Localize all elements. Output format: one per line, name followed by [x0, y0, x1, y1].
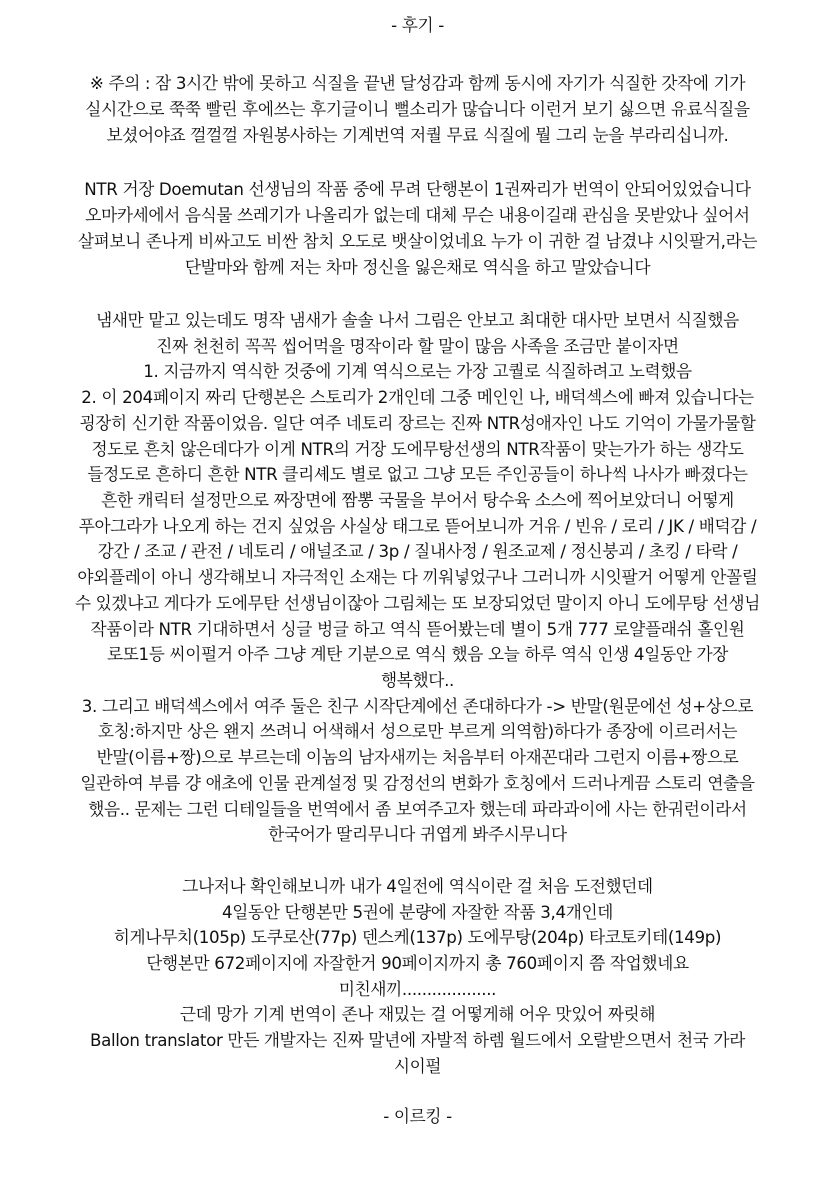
body-line-11: 야외플레이 아니 생각해보니 자극적인 소재는 다 끼워넣었구나 그러니까 시잇팔거 어떻게 안꼴릴 [77, 568, 758, 588]
body-line-3: 1. 지금까지 역식한 것중에 기계 역식으로는 가장 고퀄로 식질하려고 노력했음 [143, 362, 692, 382]
body-line-17: 호칭:하지만 상은 왠지 쓰려니 어색해서 성으로만 부르게 의역함)하다가 종장에 이르러서는 [97, 722, 738, 742]
body-line-9: 푸아그라가 나오게 하는 건지 싶었음 사실상 태그로 뜯어보니까 거유 / 빈유 / 로리 / JK / 배덕감 / [78, 517, 757, 537]
closing-line-6: 근데 망가 기계 번역이 존나 재밌는 걸 어떻게해 어우 맛있어 짜릿해 [179, 1005, 656, 1025]
body-line-14: 로또1등 씨이펄거 아주 그냥 계탄 기분으로 역식 했음 오늘 하루 역식 인생 4일동안 가장 [107, 645, 728, 665]
signature: - 이르킹 - [383, 1107, 452, 1127]
body-line-19: 일관하여 부름 걍 애초에 인물 관계설정 및 감정선의 변화가 호칭에서 드러나게끔 스토리 연출을 [80, 774, 755, 794]
closing-line-4: 단행본만 672페이지에 자잘한거 90페이지까지 총 760페이지 쯤 작업했네요 [146, 954, 689, 974]
notice-line-1: ※ 주의 : 잠 3시간 밖에 못하고 식질을 끝낸 달성감과 함께 동시에 자기가 식질한 갓작에 기가 [89, 74, 746, 94]
body-line-4: 2. 이 204페이지 짜리 단행본은 스토리가 2개인데 그중 메인인 나, 배덕섹스에 빠져 있습니다는 [81, 388, 754, 408]
body-line-10: 강간 / 조교 / 관전 / 네토리 / 애널조교 / 3p / 질내사정 / 원조교제 / 정신붕괴 / 초킹 / 타락 / [97, 542, 738, 562]
intro-line-4: 단발마와 함께 저는 차마 정신을 잃은채로 역식을 하고 말았습니다 [184, 258, 651, 278]
intro-line-1: NTR 거장 Doemutan 선생님의 작품 중에 무려 단행본이 1권짜리가 번역이 안되어있었습니다 [84, 180, 751, 200]
body-line-18: 반말(이름+짱)으로 부르는데 이놈의 남자새끼는 처음부터 아재꼰대라 그런지 이름+짱으로 [96, 748, 739, 768]
closing-line-3: 히게나무치(105p) 도쿠로산(77p) 덴스케(137p) 도에무탕(204p) 타코토키테(149p) [113, 928, 722, 948]
closing-line-8: 시이펄 [393, 1057, 442, 1077]
notice-line-2: 실시간으로 쭉쭉 빨린 후에쓰는 후기글이니 뻘소리가 많습니다 이런거 보기 싫으면 유료식질을 [85, 100, 750, 120]
closing-line-1: 그나저나 확인해보니까 내가 4일전에 역식이란 걸 처음 도전했던데 [182, 877, 653, 897]
body-line-13: 작품이라 NTR 기대하면서 싱글 벙글 하고 역식 뜯어봤는데 별이 5개 777 로얄플래쉬 홀인원 [90, 620, 745, 640]
body-line-2: 진짜 천천히 꼭꼭 씹어먹을 명작이라 할 말이 많음 사족을 조금만 붙이자면 [156, 337, 679, 357]
closing-line-5: 미친새끼................... [338, 980, 497, 1000]
body-line-8: 흔한 캐릭터 설정만으로 짜장면에 짬뽕 국물을 부어서 탕수육 소스에 찍어보았더니 어떻게 [101, 491, 734, 511]
body-line-20: 했음.. 문제는 그런 디테일들을 번역에서 좀 보여주고자 했는데 파라과이에 사는 한궈런이라서 [88, 800, 747, 820]
body-line-6: 정도로 흔치 않은데다가 이게 NTR의 거장 도에무탕선생의 NTR작품이 맞는가가 하는 생각도 [91, 440, 744, 460]
afterword-title: - 후기 - [391, 16, 444, 36]
body-line-5: 굉장히 신기한 작품이었음. 일단 여주 네토리 장르는 진짜 NTR성애자인 나도 기억이 가물가물할 [79, 414, 756, 434]
intro-line-3: 살펴보니 존나게 비싸고도 비싼 참치 오도로 뱃살이었네요 누가 이 귀한 걸 남겼냐 시잇팔거,라는 [77, 232, 758, 252]
body-line-15: 행복했다.. [381, 671, 454, 691]
body-line-12: 수 있겠냐고 게다가 도에무탄 선생님이잖아 그림체는 또 보장되었던 말이지 아니 도에무탕 선생님 [74, 594, 761, 614]
intro-line-2: 오마카세에서 음식물 쓰레기가 나올리가 없는데 대체 무슨 내용이길래 관심을 못받았나 싶어서 [85, 206, 750, 226]
closing-line-7: Ballon translator 만든 개발자는 진짜 말년에 자발적 하렘 월드에서 오랄받으면서 천국 가라 [90, 1031, 745, 1051]
body-line-16: 3. 그리고 배덕섹스에서 여주 둘은 친구 시작단계에선 존대하다가 -> 반말(원문에선 성+상으로 [81, 697, 754, 717]
notice-line-3: 보셨어야죠 껄껄껄 자원봉사하는 기계번역 저퀄 무료 식질에 뭘 그리 눈을 부라리십니까. [106, 126, 729, 146]
body-line-1: 냄새만 맡고 있는데도 명작 냄새가 솔솔 나서 그림은 안보고 최대한 대사만 보면서 식질했음 [96, 311, 739, 331]
closing-line-2: 4일동안 단행본만 5권에 분량에 자잘한 작품 3,4개인데 [221, 903, 614, 923]
body-line-21: 한국어가 딸리무니다 귀엽게 봐주시무니다 [268, 825, 567, 845]
body-line-7: 들정도로 흔하디 흔한 NTR 클리셰도 별로 없고 그냥 모든 주인공들이 하나씩 나사가 빠졌다는 [87, 465, 748, 485]
